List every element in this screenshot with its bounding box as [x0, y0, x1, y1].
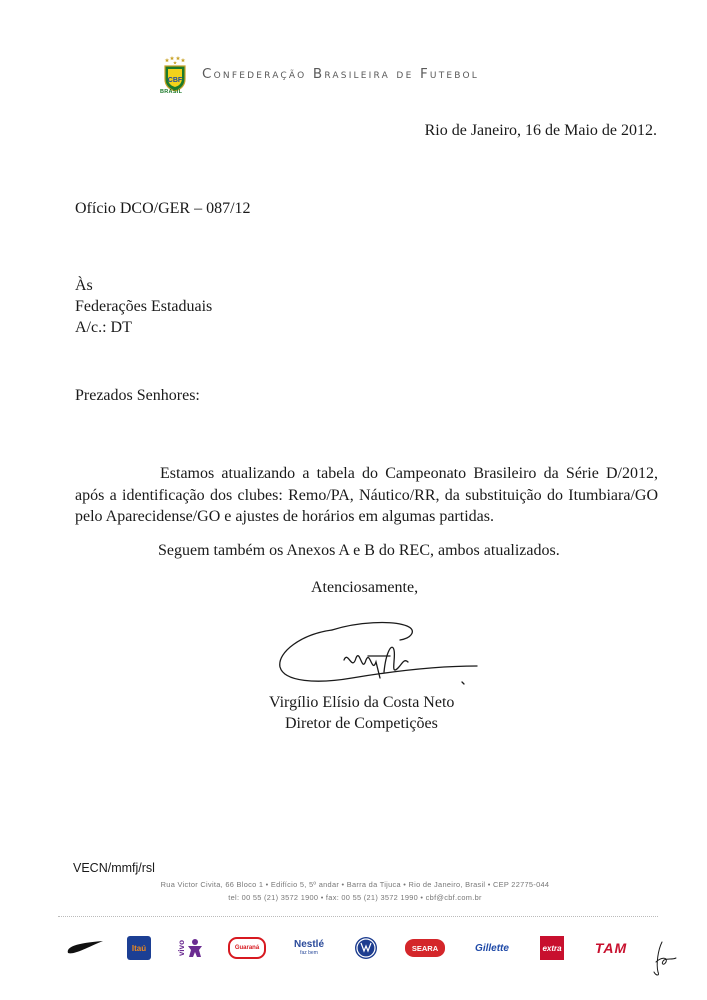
signature-mark	[272, 612, 482, 698]
vivo-label: vivo	[176, 939, 186, 956]
seara-label: SEARA	[411, 943, 439, 953]
nestle-logo	[286, 928, 332, 968]
letter-reference: Ofício DCO/GER – 087/12	[75, 200, 251, 217]
contact-line: tel: 00 55 (21) 3572 1900 • fax: 00 55 (21) 3572 1990 • cbf@cbf.com.br	[228, 893, 482, 902]
recipient-line: Às	[75, 277, 93, 294]
recipient-block	[75, 275, 212, 338]
vivo-logo	[173, 928, 207, 968]
crest-label: BRASIL	[160, 89, 183, 95]
footer-address	[150, 878, 560, 904]
nestle-tagline: faz bem	[300, 949, 318, 956]
closing: Atenciosamente,	[311, 579, 419, 596]
initial-mark	[650, 938, 680, 978]
letter-body	[75, 463, 658, 528]
tam-label: TAM	[594, 940, 628, 956]
nike-swoosh-icon	[65, 928, 105, 968]
gillette-label: Gillette	[475, 942, 509, 954]
seara-logo	[403, 928, 447, 968]
salutation: Prezados Senhores:	[75, 387, 200, 404]
sponsor-strip	[60, 928, 690, 968]
vivo-figure-icon	[186, 938, 204, 958]
itau-logo	[126, 928, 152, 968]
extra-logo	[538, 928, 566, 968]
nestle-label: Nestlé	[293, 938, 324, 950]
guarana-logo	[228, 928, 266, 968]
footer-divider	[58, 916, 658, 917]
typist-initials: VECN/mmfj/rsl	[73, 861, 155, 875]
guarana-label: Guaraná	[234, 945, 260, 951]
body-paragraph: Seguem também os Anexos A e B do REC, ambos atualizados.	[158, 542, 560, 559]
gillette-logo	[468, 928, 516, 968]
signer-title: Diretor de Competições	[285, 715, 438, 732]
organization-name: Confederação Brasileira de Futebol	[202, 66, 479, 82]
letter-date: Rio de Janeiro, 16 de Maio de 2012.	[424, 122, 657, 139]
recipient-line: A/c.: DT	[75, 319, 132, 336]
body-paragraph: Estamos atualizando a tabela do Campeonato Brasileiro da Série D/2012, após a identificação dos clubes: Remo/PA, Náutico/RR, da substituição do Itumbiara/GO pelo Aparecidense/GO e ajustes de horários em algumas partidas.	[75, 465, 658, 525]
recipient-line: Federações Estaduais	[75, 298, 213, 315]
vw-logo	[352, 928, 380, 968]
signer-name: Virgílio Elísio da Costa Neto	[269, 694, 455, 711]
itau-label: Itaú	[131, 943, 147, 953]
extra-label: extra	[542, 943, 562, 953]
tam-logo	[588, 928, 634, 968]
svg-text:CBF: CBF	[167, 77, 183, 84]
signer-block	[269, 692, 454, 734]
address-line: Rua Victor Civita, 66 Bloco 1 • Edifício 5, 5º andar • Barra da Tijuca • Rio de Janeiro, Brasil • CEP 22775-044	[160, 880, 550, 889]
